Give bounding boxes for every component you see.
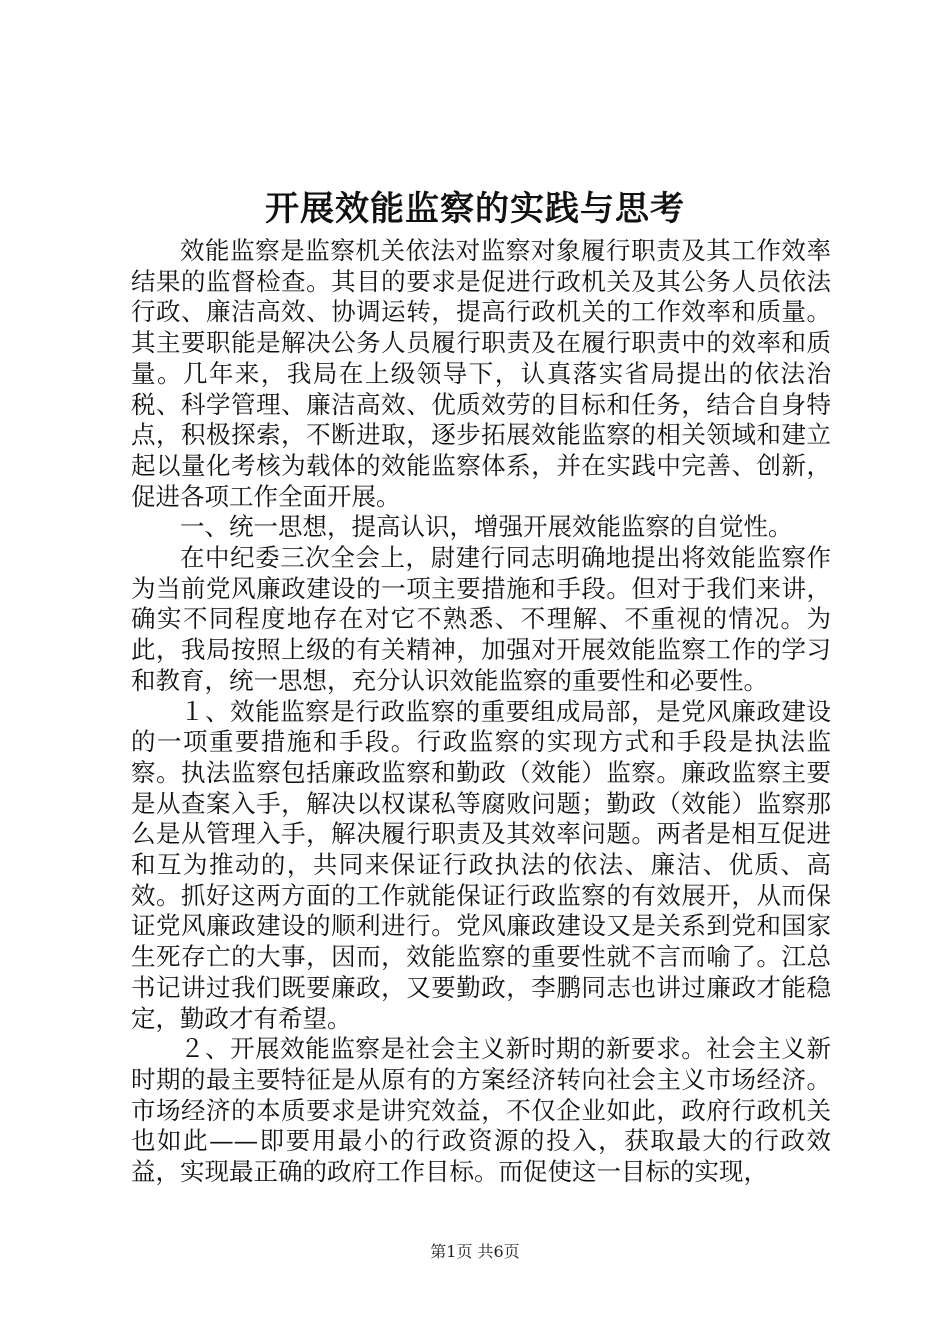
- document-title: 开展效能监察的实践与思考: [265, 189, 685, 229]
- paragraph-intro: 效能监察是监察机关依法对监察对象履行职责及其工作效率结果的监督检查。其目的要求是促进行政机关及其公务人员依法行政、廉洁高效、协调运转，提高行政机关的工作效率和质量。其主要职能是解决公务人员履行职责及在履行职责中的效率和质量。几年来，我局在上级领导下，认真落实省局提出的依法治税、科学管理、廉洁高效、优质效劳的目标和任务，结合自身特点，积极探索，不断进取，逐步拓展效能监察的相关领域和建立起以量化考核为载体的效能监察体系，并在实践中完善、创新，促进各项工作全面开展。: [131, 236, 831, 511]
- paragraph-section-1: 在中纪委三次全会上，尉建行同志明确地提出将效能监察作为当前党风廉政建设的一项主要措施和手段。但对于我们来讲，确实不同程度地存在对它不熟悉、不理解、不重视的情况。为此，我局按照上级的有关精神，加强对开展效能监察工作的学习和教育，统一思想，充分认识效能监察的重要性和必要性。: [131, 543, 831, 695]
- section-heading-1: 一、统一思想，提高认识，增强开展效能监察的自觉性。: [180, 512, 793, 542]
- paragraph-point-1: １、效能监察是行政监察的重要组成局部，是党风廉政建设的一项重要措施和手段。行政监察的实现方式和手段是执法监察。执法监察包括廉政监察和勤政（效能）监察。廉政监察主要是从查案入手，解决以权谋私等腐败问题；勤政（效能）监察那么是从管理入手，解决履行职责及其效率问题。两者是相互促进和互为推动的，共同来保证行政执法的依法、廉洁、优质、高效。抓好这两方面的工作就能保证行政监察的有效展开，从而保证党风廉政建设的顺利进行。党风廉政建设又是关系到党和国家生死存亡的大事，因而，效能监察的重要性就不言而喻了。江总书记讲过我们既要廉政，又要勤政，李鹏同志也讲过廉政才能稳定，勤政才有希望。: [131, 696, 831, 1033]
- document-body: [131, 236, 831, 1188]
- paragraph-point-2: ２、开展效能监察是社会主义新时期的新要求。社会主义新时期的最主要特征是从原有的方案经济转向社会主义市场经济。市场经济的本质要求是讲究效益，不仅企业如此，政府行政机关也如此——即要用最小的行政资源的投入，获取最大的行政效益，实现最正确的政府工作目标。而促使这一目标的实现，: [131, 1034, 831, 1187]
- page-footer: 第1页 共6页: [430, 1242, 520, 1261]
